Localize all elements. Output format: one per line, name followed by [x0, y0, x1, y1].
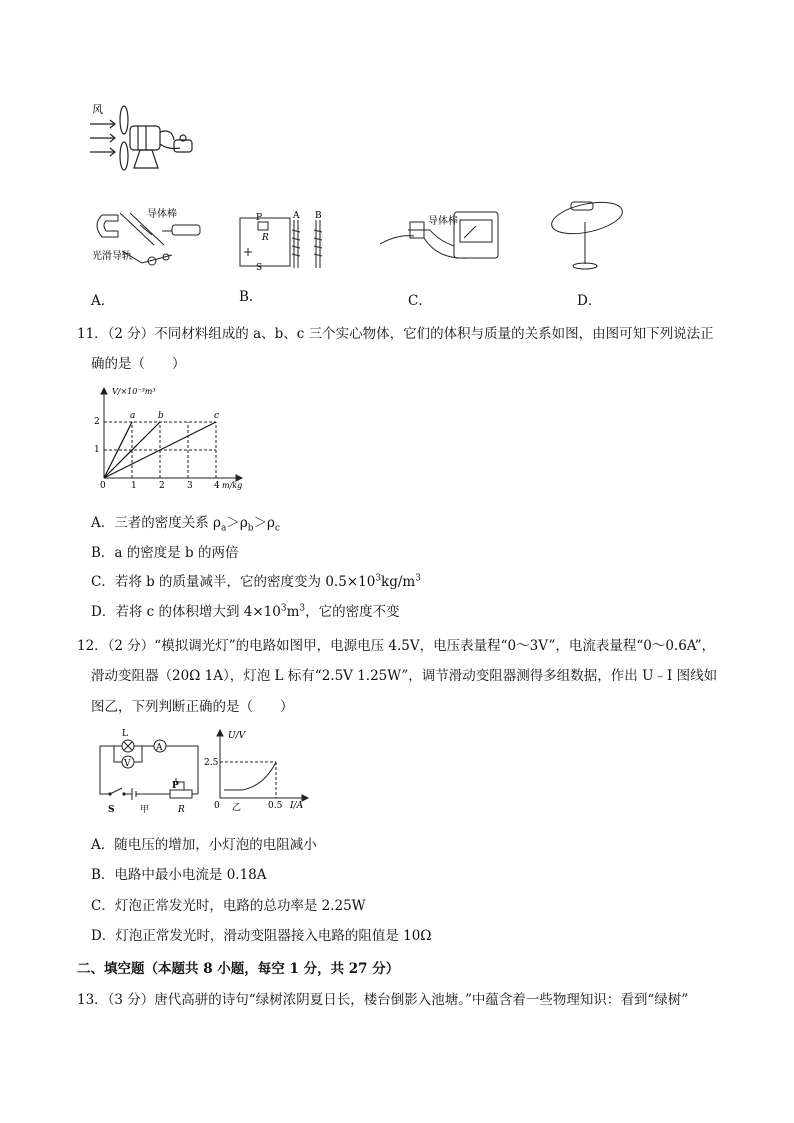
option-b-letter: B. [239, 289, 254, 305]
q13-stem-line1: 13．（3 分）唐代高骈的诗句“绿树浓阴夏日长，楼台倒影入池塘。”中蕴含着一些物理知识：看到“绿树” [77, 992, 689, 1008]
label-s: S [108, 805, 115, 814]
label-jia: 甲 [140, 805, 150, 814]
option-b-label-b: B [315, 211, 322, 221]
q11-stem-line2: 确的是（ ） [91, 356, 186, 372]
q12-option-a: A．随电压的增加，小灯泡的电阻减小 [91, 837, 317, 853]
option-a-letter: A． [91, 293, 115, 309]
y-tick-1: 1 [94, 445, 100, 455]
y-axis-label: V/×10⁻³m³ [112, 387, 156, 396]
x-tick-4: 4 [214, 481, 220, 490]
option-d-letter: D． [577, 293, 602, 309]
q12-stem-line1: 12．（2 分）“模拟调光灯”的电路如图甲，电源电压 4.5V，电压表量程“0～3V”，电流表量程“0～0.6A”， [77, 638, 715, 654]
q11-option-c: C．若将 b 的质量减半，它的密度变为 $0.5\times 10^3kg/m^3$ [91, 573, 421, 590]
q12-circuit-jia [92, 726, 210, 814]
option-a-figure [92, 205, 212, 275]
q11-option-a: A．三者的密度关系 $\rho_a>\rho_b>\rho_c$ [91, 515, 281, 534]
q12-graph-yi [202, 728, 312, 814]
q11-stem-line1: 11．（2 分）不同材料组成的 a、b、c 三个实心物体，它们的体积与质量的关系如图，由图可知下列说法正 [77, 326, 714, 342]
q11-option-b: B．a 的密度是 b 的两倍 [91, 545, 239, 561]
option-b-label-s: S [256, 263, 263, 273]
origin-label: 0 [100, 481, 106, 490]
wind-generator-figure [88, 100, 208, 175]
q12-stem-line2: 滑动变阻器（20Ω 1A），灯泡 L 标有“2.5V 1.25W”，调节滑动变阻器测得多组数据，作出 U﹣I 图线如 [91, 668, 718, 684]
label-p: P [172, 781, 179, 791]
series-label-c: c [214, 411, 220, 421]
series-label-a: a [130, 411, 136, 421]
label-r: R [178, 805, 185, 814]
x-tick-3: 3 [187, 481, 193, 490]
wind-label: 风 [92, 103, 103, 116]
q12-stem-line3: 图乙，下列判断正确的是（ ） [91, 699, 294, 715]
option-b-label-p: P [256, 213, 263, 223]
option-b-label-a: A [293, 211, 300, 221]
graph-y-tick: 2.5 [204, 758, 219, 768]
option-a-label-rail: 光滑导轨 [92, 251, 132, 262]
y-tick-2: 2 [94, 417, 100, 427]
series-label-b: b [158, 411, 164, 421]
label-voltmeter: V [124, 759, 131, 769]
x-axis-label: m/kg [222, 481, 243, 490]
q12-option-b: B．电路中最小电流是 0.18A [91, 867, 267, 883]
q11-option-d: D．若将 c 的体积增大到 $4\times 10^3m^3$，它的密度不变 [91, 603, 400, 620]
series-line-a [104, 422, 132, 478]
option-d-figure [545, 180, 635, 275]
section-heading-fill-blanks: 二、填空题（本题共 8 小题，每空 1 分，共 27 分） [77, 961, 400, 977]
option-c-letter: C． [408, 293, 432, 309]
q12-option-d: D．灯泡正常发光时，滑动变阻器接入电路的阻值是 10Ω [91, 928, 432, 944]
q12-option-c: C．灯泡正常发光时，电路的总功率是 2.25W [91, 898, 366, 914]
option-b-figure [236, 210, 332, 275]
x-tick-1: 1 [131, 481, 137, 490]
option-b-label-r: R [262, 233, 269, 243]
graph-yi-label: 乙 [232, 803, 242, 813]
option-a-label-conductor: 导体棒 [147, 209, 177, 220]
q11-chart [88, 382, 248, 490]
option-c-label-conductor: 导体棒 [428, 216, 458, 227]
label-ammeter: A [156, 743, 163, 753]
y-axis-arrow [101, 388, 107, 394]
graph-x-label: I/A [290, 801, 304, 811]
graph-x-tick: 0.5 [268, 801, 283, 811]
option-c-figure [378, 200, 508, 272]
x-tick-2: 2 [159, 481, 165, 490]
graph-origin: 0 [214, 801, 220, 811]
graph-y-label: U/V [228, 731, 246, 741]
label-l: L [122, 729, 128, 739]
